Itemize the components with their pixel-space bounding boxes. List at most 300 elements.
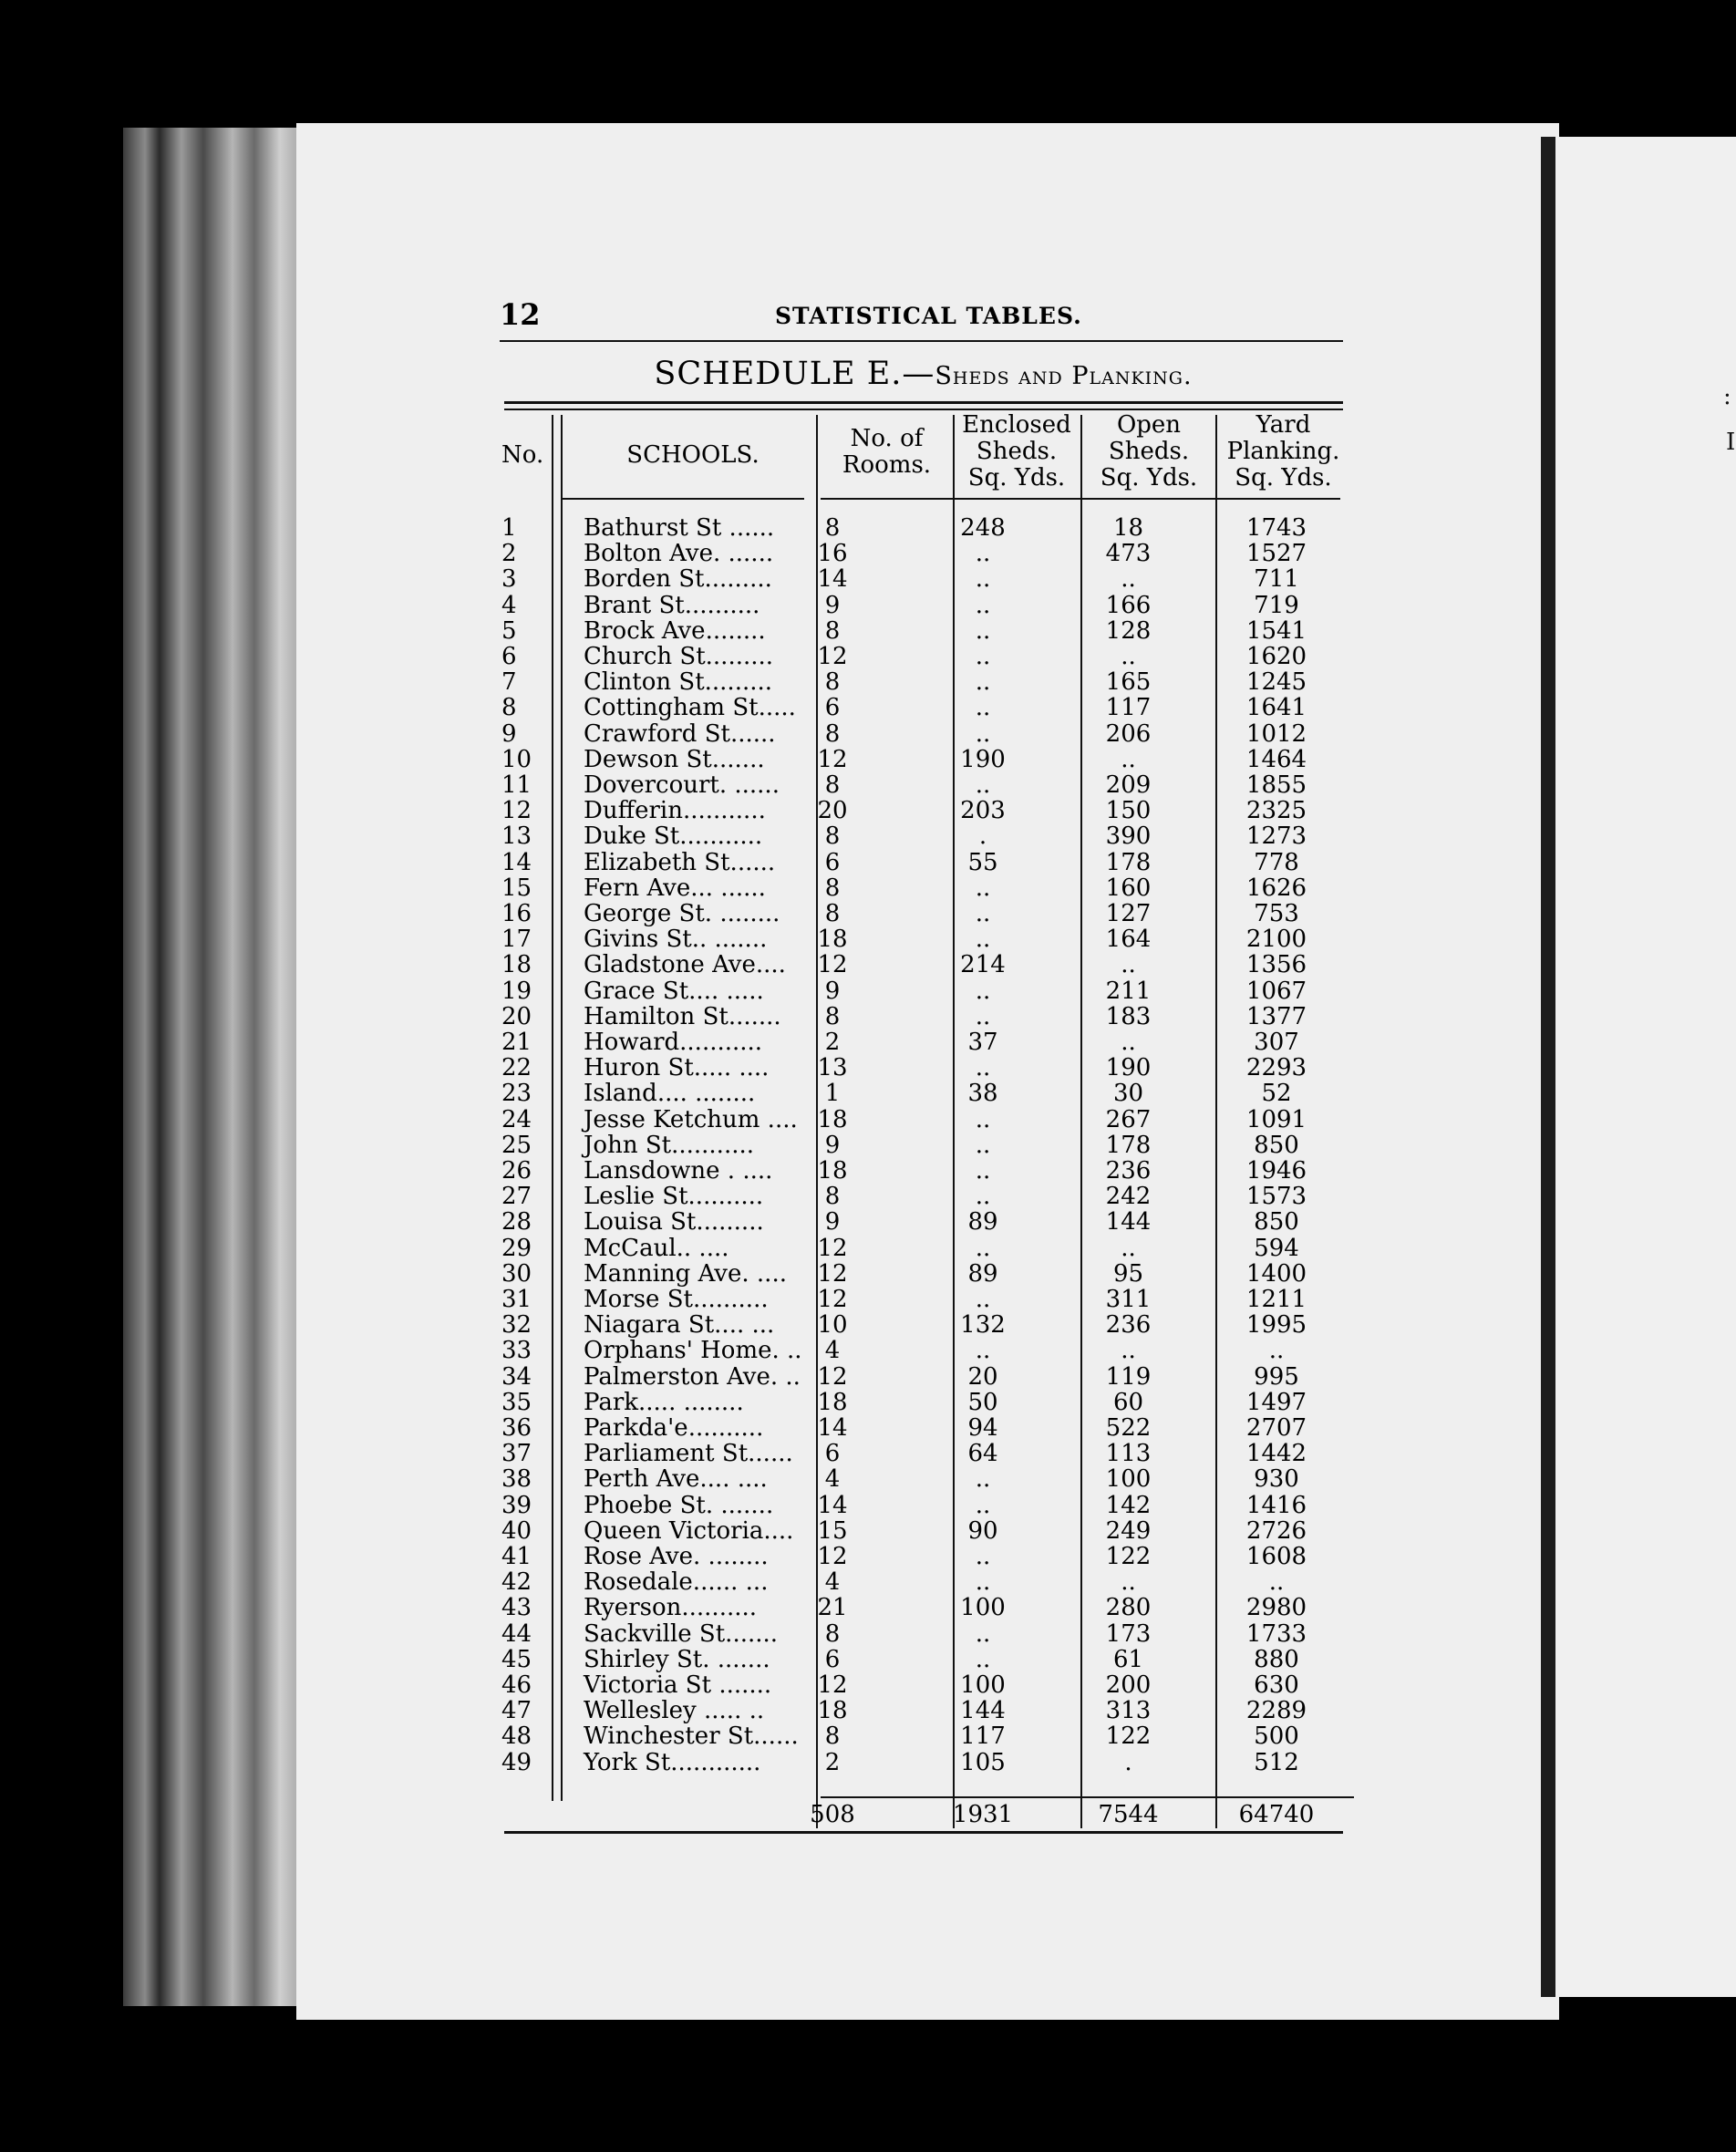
open-sheds: 119 xyxy=(1105,1362,1152,1391)
school-name: Cottingham St..... xyxy=(584,694,796,722)
rooms: 15 xyxy=(817,1516,848,1545)
rooms: 18 xyxy=(817,1388,848,1416)
school-name: Island.... ........ xyxy=(584,1080,756,1108)
row-number: 42 xyxy=(501,1568,532,1597)
school-name: Bathurst St ...... xyxy=(584,514,775,542)
rooms: 16 xyxy=(817,540,848,568)
table-row xyxy=(501,1390,1359,1415)
title-rule-bottom xyxy=(504,409,1343,410)
school-name: McCaul.. .... xyxy=(584,1234,729,1262)
table-row xyxy=(501,1209,1359,1235)
yard-planking: 1995 xyxy=(1245,1311,1307,1340)
table-row xyxy=(501,1133,1359,1158)
open-sheds: 127 xyxy=(1105,900,1152,927)
school-name: George St. ........ xyxy=(584,900,780,927)
title-rule-top xyxy=(504,401,1343,404)
enclosed-sheds: .. xyxy=(975,1157,991,1185)
open-sheds: .. xyxy=(1121,643,1136,670)
school-name: Louisa St......... xyxy=(584,1208,764,1236)
school-name: Dewson St....... xyxy=(584,745,765,773)
rooms: 9 xyxy=(824,977,841,1005)
table-row xyxy=(501,1184,1359,1209)
open-sheds: 166 xyxy=(1105,591,1152,619)
col-header-schools: SCHOOLS. xyxy=(626,441,760,469)
rooms: 6 xyxy=(824,848,841,876)
school-name: Parliament St...... xyxy=(584,1440,793,1468)
open-sheds: 165 xyxy=(1105,668,1152,697)
yard-planking: 1211 xyxy=(1245,1286,1307,1313)
school-name: Dufferin........... xyxy=(584,797,766,825)
enclosed-sheds: .. xyxy=(975,565,991,594)
rooms: 12 xyxy=(817,951,848,979)
yard-planking: 307 xyxy=(1254,1029,1299,1056)
yard-planking: 1541 xyxy=(1245,616,1307,645)
school-name: Park..... ........ xyxy=(584,1388,744,1416)
rooms: 8 xyxy=(824,1723,841,1751)
yard-planking: 1067 xyxy=(1245,977,1307,1005)
table-row xyxy=(501,1338,1359,1363)
rooms: 6 xyxy=(824,1645,841,1673)
school-name: Hamilton St....... xyxy=(584,1002,781,1030)
margin-mark-2: I xyxy=(1726,429,1736,456)
school-name: York St............ xyxy=(584,1748,761,1776)
yard-planking: 930 xyxy=(1254,1465,1299,1494)
yard-planking: .. xyxy=(1268,1337,1285,1365)
open-sheds: 473 xyxy=(1105,540,1152,568)
row-number: 49 xyxy=(501,1748,532,1776)
enclosed-sheds: .. xyxy=(975,1491,991,1519)
yard-planking: 2707 xyxy=(1245,1414,1307,1442)
school-name: Givins St.. ....... xyxy=(584,926,768,954)
rooms: 9 xyxy=(824,591,841,619)
enclosed-sheds: .. xyxy=(975,771,991,799)
school-name: Brant St.......... xyxy=(584,591,760,619)
open-sheds: 117 xyxy=(1105,694,1152,722)
adjacent-page xyxy=(1555,137,1736,1997)
row-number: 11 xyxy=(501,771,532,799)
rooms: 4 xyxy=(824,1337,841,1365)
enclosed-sheds: .. xyxy=(975,643,991,670)
rooms: 8 xyxy=(824,874,841,902)
school-name: Phoebe St. ....... xyxy=(584,1491,774,1519)
enclosed-sheds: .. xyxy=(975,1619,991,1648)
school-name: Gladstone Ave.... xyxy=(584,951,786,979)
rooms: 8 xyxy=(824,616,841,645)
enclosed-sheds: .. xyxy=(975,591,991,619)
yard-planking: 1573 xyxy=(1245,1183,1307,1211)
enclosed-sheds: .. xyxy=(975,1645,991,1673)
row-number: 9 xyxy=(501,719,517,748)
yard-planking: 1464 xyxy=(1245,745,1307,773)
row-number: 7 xyxy=(501,668,517,697)
open-sheds: 160 xyxy=(1105,874,1152,902)
school-name: Lansdowne . .... xyxy=(584,1157,773,1185)
col-header-yard xyxy=(1217,412,1349,491)
rooms: 10 xyxy=(817,1311,848,1340)
open-sheds: 200 xyxy=(1105,1671,1152,1699)
row-number: 20 xyxy=(501,1002,532,1030)
rooms: 18 xyxy=(817,1697,848,1725)
yard-planking: 753 xyxy=(1254,900,1299,927)
rooms: 8 xyxy=(824,900,841,927)
rooms: 8 xyxy=(824,1183,841,1211)
table-row xyxy=(501,772,1359,798)
table-row xyxy=(501,747,1359,772)
row-number: 47 xyxy=(501,1697,532,1725)
schedule-title-sub: Sheds and Planking. xyxy=(935,362,1193,390)
rooms: 18 xyxy=(817,926,848,954)
table-row xyxy=(501,1569,1359,1595)
open-sheds: 150 xyxy=(1105,797,1152,825)
enclosed-sheds: 37 xyxy=(967,1029,998,1056)
table-row xyxy=(501,978,1359,1004)
enclosed-sheds: 105 xyxy=(960,1748,1006,1776)
row-number: 13 xyxy=(501,823,532,851)
enclosed-sheds: 55 xyxy=(967,848,998,876)
enclosed-sheds: 94 xyxy=(967,1414,998,1442)
open-sheds: 236 xyxy=(1105,1311,1152,1340)
table-row xyxy=(501,1441,1359,1466)
row-number: 43 xyxy=(501,1594,532,1622)
open-sheds: 173 xyxy=(1105,1619,1152,1648)
margin-mark: : xyxy=(1723,383,1731,410)
enclosed-sheds: .. xyxy=(975,1337,991,1365)
school-name: Victoria St ....... xyxy=(584,1671,772,1699)
enclosed-sheds: .. xyxy=(975,977,991,1005)
rooms: 12 xyxy=(817,1671,848,1699)
school-name: Jesse Ketchum .... xyxy=(584,1105,798,1133)
school-name: Grace St.... ..... xyxy=(584,977,764,1005)
table-row xyxy=(501,644,1359,669)
rooms: 8 xyxy=(824,514,841,542)
open-sheds: 142 xyxy=(1105,1491,1152,1519)
enclosed-sheds: 20 xyxy=(967,1362,998,1391)
open-sheds: .. xyxy=(1121,1568,1136,1597)
row-number: 35 xyxy=(501,1388,532,1416)
rooms: 2 xyxy=(824,1029,841,1056)
table-row xyxy=(501,721,1359,747)
enclosed-sheds: 89 xyxy=(967,1259,998,1288)
rooms: 12 xyxy=(817,1234,848,1262)
row-number: 38 xyxy=(501,1465,532,1494)
open-sheds: 128 xyxy=(1105,616,1152,645)
row-number: 2 xyxy=(501,540,517,568)
yard-planking: 1626 xyxy=(1245,874,1307,902)
yard-planking: 2726 xyxy=(1245,1516,1307,1545)
enclosed-sheds: .. xyxy=(975,1131,991,1159)
row-number: 26 xyxy=(501,1157,532,1185)
yard-planking: 630 xyxy=(1254,1671,1299,1699)
row-number: 27 xyxy=(501,1183,532,1211)
col-header-enclosed-line2: Sheds. xyxy=(976,438,1058,465)
table-row xyxy=(501,875,1359,901)
row-number: 40 xyxy=(501,1516,532,1545)
rooms: 12 xyxy=(817,1259,848,1288)
yard-planking: 594 xyxy=(1254,1234,1299,1262)
bottom-rule xyxy=(504,1831,1343,1834)
enclosed-sheds: 64 xyxy=(967,1440,998,1468)
open-sheds: 522 xyxy=(1105,1414,1152,1442)
school-name: Howard........... xyxy=(584,1029,763,1056)
open-sheds: 18 xyxy=(1112,514,1144,542)
table-row xyxy=(501,1287,1359,1312)
open-sheds: 61 xyxy=(1112,1645,1144,1673)
book-page-edges xyxy=(123,128,305,2006)
open-sheds: 206 xyxy=(1105,719,1152,748)
table-row xyxy=(501,1004,1359,1029)
running-header: STATISTICAL TABLES. xyxy=(775,303,1082,329)
enclosed-sheds: 89 xyxy=(967,1208,998,1236)
rooms: 21 xyxy=(817,1594,848,1622)
rooms: 8 xyxy=(824,771,841,799)
header-rule xyxy=(500,340,1343,342)
table-row xyxy=(501,1698,1359,1723)
table-row xyxy=(501,1415,1359,1441)
row-number: 30 xyxy=(501,1259,532,1288)
rooms: 8 xyxy=(824,719,841,748)
rooms: 2 xyxy=(824,1748,841,1776)
table-row xyxy=(501,1107,1359,1133)
row-number: 33 xyxy=(501,1337,532,1365)
enclosed-sheds: 38 xyxy=(967,1080,998,1108)
yard-planking: 2293 xyxy=(1245,1054,1307,1082)
rooms: 9 xyxy=(824,1208,841,1236)
open-sheds: .. xyxy=(1121,745,1136,773)
school-name: Palmerston Ave. .. xyxy=(584,1362,801,1391)
yard-planking: 1091 xyxy=(1245,1105,1307,1133)
school-name: Brock Ave........ xyxy=(584,616,766,645)
enclosed-sheds: .. xyxy=(975,1568,991,1597)
rooms: 8 xyxy=(824,668,841,697)
table-row xyxy=(501,952,1359,978)
rooms: 18 xyxy=(817,1105,848,1133)
row-number: 1 xyxy=(501,514,517,542)
yard-planking: 1946 xyxy=(1245,1157,1307,1185)
enclosed-sheds: .. xyxy=(975,719,991,748)
enclosed-sheds: .. xyxy=(975,1465,991,1494)
rooms: 14 xyxy=(817,1414,848,1442)
yard-planking: 850 xyxy=(1254,1208,1299,1236)
table-row xyxy=(501,1544,1359,1569)
school-name: Sackville St....... xyxy=(584,1619,779,1648)
enclosed-sheds: .. xyxy=(975,1183,991,1211)
yard-planking: 52 xyxy=(1261,1080,1292,1108)
yard-planking: 1620 xyxy=(1245,643,1307,670)
rooms: 9 xyxy=(824,1131,841,1159)
rooms: 12 xyxy=(817,1362,848,1391)
open-sheds: 122 xyxy=(1105,1723,1152,1751)
total-yard: 64740 xyxy=(1238,1801,1315,1828)
school-name: Borden St......... xyxy=(584,565,772,594)
school-name: Elizabeth St...... xyxy=(584,848,776,876)
table-row xyxy=(501,1029,1359,1055)
open-sheds: 236 xyxy=(1105,1157,1152,1185)
col-header-rooms xyxy=(821,426,953,479)
yard-planking: 2980 xyxy=(1245,1594,1307,1622)
rooms: 8 xyxy=(824,1002,841,1030)
rooms: 6 xyxy=(824,694,841,722)
col-header-open-line3: Sq. Yds. xyxy=(1100,464,1198,491)
open-sheds: 144 xyxy=(1105,1208,1152,1236)
open-sheds: 249 xyxy=(1105,1516,1152,1545)
table-row xyxy=(501,1723,1359,1749)
yard-planking: 880 xyxy=(1254,1645,1299,1673)
enclosed-sheds: 144 xyxy=(960,1697,1006,1725)
enclosed-sheds: 248 xyxy=(960,514,1006,542)
rooms: 12 xyxy=(817,1543,848,1570)
col-header-yard-line3: Sq. Yds. xyxy=(1235,464,1332,491)
row-number: 25 xyxy=(501,1131,532,1159)
school-name: Queen Victoria.... xyxy=(584,1516,794,1545)
yard-planking: 1273 xyxy=(1245,823,1307,851)
rooms: 12 xyxy=(817,643,848,670)
school-name: Shirley St. ....... xyxy=(584,1645,770,1673)
row-number: 32 xyxy=(501,1311,532,1340)
table-row xyxy=(501,1364,1359,1390)
row-number: 5 xyxy=(501,616,517,645)
yard-planking: 1641 xyxy=(1245,694,1307,722)
school-name: Bolton Ave. ...... xyxy=(584,540,774,568)
rooms: 4 xyxy=(824,1568,841,1597)
table-row xyxy=(501,618,1359,644)
school-name: John St........... xyxy=(584,1131,755,1159)
table-row xyxy=(501,593,1359,618)
col-header-yard-line2: Planking. xyxy=(1226,438,1340,465)
row-number: 41 xyxy=(501,1543,532,1570)
enclosed-sheds: .. xyxy=(975,668,991,697)
row-number: 8 xyxy=(501,694,517,722)
rooms: 14 xyxy=(817,565,848,594)
school-name: Orphans' Home. .. xyxy=(584,1337,802,1365)
header-underline xyxy=(563,498,804,500)
open-sheds: 178 xyxy=(1105,1131,1152,1159)
yard-planking: 1497 xyxy=(1245,1388,1307,1416)
enclosed-sheds: .. xyxy=(975,540,991,568)
school-name: Morse St.......... xyxy=(584,1286,769,1313)
school-name: Fern Ave... ...... xyxy=(584,874,766,902)
rooms: 4 xyxy=(824,1465,841,1494)
open-sheds: .. xyxy=(1121,565,1136,594)
row-number: 29 xyxy=(501,1234,532,1262)
table-row xyxy=(501,1518,1359,1544)
table-row xyxy=(501,1595,1359,1620)
open-sheds: 30 xyxy=(1112,1080,1144,1108)
open-sheds: 209 xyxy=(1105,771,1152,799)
open-sheds: 113 xyxy=(1105,1440,1152,1468)
table-row xyxy=(501,566,1359,592)
table-row xyxy=(501,901,1359,926)
enclosed-sheds: .. xyxy=(975,900,991,927)
table-row xyxy=(501,669,1359,695)
open-sheds: 60 xyxy=(1112,1388,1144,1416)
open-sheds: .. xyxy=(1121,1234,1136,1262)
row-number: 10 xyxy=(501,745,532,773)
school-name: Rose Ave. ........ xyxy=(584,1543,769,1570)
rooms: 20 xyxy=(817,797,848,825)
yard-planking: 500 xyxy=(1254,1723,1299,1751)
open-sheds: 164 xyxy=(1105,926,1152,954)
yard-planking: 1527 xyxy=(1245,540,1307,568)
table-row xyxy=(501,1647,1359,1672)
open-sheds: 211 xyxy=(1105,977,1152,1005)
row-number: 24 xyxy=(501,1105,532,1133)
col-header-rooms-line1: No. of xyxy=(850,425,924,452)
enclosed-sheds: .. xyxy=(975,874,991,902)
col-header-open xyxy=(1085,412,1213,491)
yard-planking: 1356 xyxy=(1245,951,1307,979)
table-row xyxy=(501,926,1359,952)
open-sheds: .. xyxy=(1121,951,1136,979)
rooms: 8 xyxy=(824,1619,841,1648)
row-number: 21 xyxy=(501,1029,532,1056)
open-sheds: 190 xyxy=(1105,1054,1152,1082)
open-sheds: . xyxy=(1124,1748,1132,1776)
school-name: Winchester St...... xyxy=(584,1723,799,1751)
total-rule xyxy=(821,1796,1354,1798)
enclosed-sheds: .. xyxy=(975,1286,991,1313)
open-sheds: .. xyxy=(1121,1337,1136,1365)
yard-planking: 512 xyxy=(1254,1748,1299,1776)
yard-planking: 1245 xyxy=(1245,668,1307,697)
rooms: 1 xyxy=(824,1080,841,1108)
rooms: 8 xyxy=(824,823,841,851)
school-name: Niagara St.... ... xyxy=(584,1311,775,1340)
open-sheds: 267 xyxy=(1105,1105,1152,1133)
enclosed-sheds: .. xyxy=(975,1234,991,1262)
yard-planking: 850 xyxy=(1254,1131,1299,1159)
col-header-no: No. xyxy=(501,441,544,469)
yard-planking: 995 xyxy=(1254,1362,1299,1391)
table-row xyxy=(501,515,1359,541)
row-number: 14 xyxy=(501,848,532,876)
table-row xyxy=(501,1466,1359,1492)
page-gutter xyxy=(1541,137,1555,1997)
open-sheds: 100 xyxy=(1105,1465,1152,1494)
table-row xyxy=(501,695,1359,720)
yard-planking: 2100 xyxy=(1245,926,1307,954)
row-number: 3 xyxy=(501,565,517,594)
enclosed-sheds: 100 xyxy=(960,1671,1006,1699)
total-open: 7544 xyxy=(1098,1801,1159,1828)
schedule-title-main: SCHEDULE E.— xyxy=(654,356,935,392)
table-row xyxy=(501,823,1359,849)
row-number: 46 xyxy=(501,1671,532,1699)
col-header-open-line2: Sheds. xyxy=(1108,438,1190,465)
table-row xyxy=(501,1312,1359,1338)
col-header-enclosed xyxy=(953,412,1080,491)
rooms: 18 xyxy=(817,1157,848,1185)
yard-planking: 719 xyxy=(1254,591,1299,619)
row-number: 15 xyxy=(501,874,532,902)
yard-planking: 1400 xyxy=(1245,1259,1307,1288)
enclosed-sheds: 190 xyxy=(960,745,1006,773)
row-number: 12 xyxy=(501,797,532,825)
enclosed-sheds: .. xyxy=(975,1105,991,1133)
rooms: 13 xyxy=(817,1054,848,1082)
open-sheds: 280 xyxy=(1105,1594,1152,1622)
rooms: 14 xyxy=(817,1491,848,1519)
page-number: 12 xyxy=(500,297,541,332)
school-name: Perth Ave.... .... xyxy=(584,1465,768,1494)
table-row xyxy=(501,1055,1359,1081)
yard-planking: 1855 xyxy=(1245,771,1307,799)
school-name: Huron St..... .... xyxy=(584,1054,770,1082)
row-number: 4 xyxy=(501,591,517,619)
table-row xyxy=(501,1158,1359,1184)
schedule-title xyxy=(501,356,1345,392)
yard-planking: 778 xyxy=(1254,848,1299,876)
col-header-enclosed-line1: Enclosed xyxy=(962,411,1071,439)
